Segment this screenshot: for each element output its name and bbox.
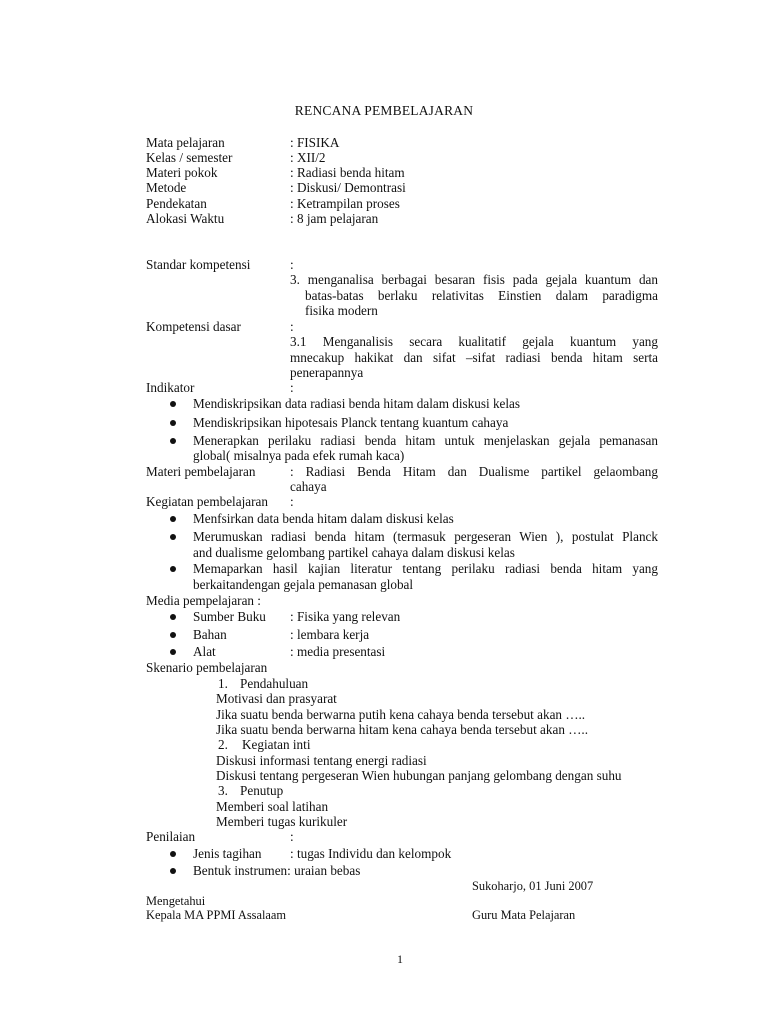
bullet-icon (170, 401, 176, 407)
skenario-line: Diskusi tentang pergeseran Wien hubungan panjang gelombang dengan suhu (216, 768, 622, 783)
skenario-section-heading: Pendahuluan (240, 676, 309, 691)
info-value: : FISIKA (290, 135, 340, 150)
media-item-value: : media presentasi (290, 644, 386, 659)
bullet-icon (170, 438, 176, 444)
bullet-icon (170, 868, 176, 874)
skenario-section-heading: Kegiatan inti (242, 737, 311, 752)
kegiatan-item: Memaparkan hasil kajian literatur tentang perilaku radiasi benda hitam yang (193, 561, 658, 576)
kompetensi-dasar-label: Kompetensi dasar (146, 319, 241, 334)
info-value: : Radiasi benda hitam (290, 165, 405, 180)
media-item-value: : Fisika yang relevan (290, 609, 401, 624)
skenario-line: Jika suatu benda berwarna putih kena cahaya benda tersebut akan ….. (216, 707, 586, 722)
materi-pembelajaran-label: Materi pembelajaran (146, 464, 256, 479)
info-label: Metode (146, 180, 187, 195)
indikator-colon: : (290, 380, 294, 395)
penilaian-colon: : (290, 829, 294, 844)
info-label: Materi pokok (146, 165, 218, 180)
bullet-icon (170, 566, 176, 572)
kompetensi-dasar-colon: : (290, 319, 294, 334)
standar-kompetensi-line: batas-batas berlaku relativitas Einstien dalam paradigma (305, 288, 658, 303)
bullet-icon (170, 420, 176, 426)
bullet-icon (170, 534, 176, 540)
skenario-section-number: 3. (218, 783, 228, 798)
materi-pembelajaran-line: : Radiasi Benda Hitam dan Dualisme partikel gelaombang (290, 464, 658, 479)
kegiatan-item: Merumuskan radiasi benda hitam (termasuk pergeseran Wien ), postulat Planck (193, 529, 658, 544)
kegiatan-item-cont: berkaitandengan gejala pemanasan global (193, 577, 414, 592)
info-label: Alokasi Waktu (146, 211, 225, 226)
penilaian-item-name: Jenis tagihan (193, 846, 262, 861)
kompetensi-dasar-line: penerapannya (290, 365, 364, 380)
standar-kompetensi-colon: : (290, 257, 294, 272)
media-item-value: : lembara kerja (290, 627, 370, 642)
media-item-name: Sumber Buku (193, 609, 266, 624)
bullet-icon (170, 851, 176, 857)
standar-kompetensi-label: Standar kompetensi (146, 257, 251, 272)
skenario-line: Motivasi dan prasyarat (216, 691, 337, 706)
indikator-item: Mendiskripsikan data radiasi benda hitam dalam diskusi kelas (193, 396, 521, 411)
penilaian-item-name: Bentuk instrumen: uraian bebas (193, 863, 361, 878)
info-value: : Diskusi/ Demontrasi (290, 180, 406, 195)
standar-kompetensi-line: fisika modern (305, 303, 378, 318)
info-value: : XII/2 (290, 150, 326, 165)
kegiatan-item-cont: and dualisme gelombang partikel cahaya dalam diskusi kelas (193, 545, 515, 560)
skenario-line: Memberi soal latihan (216, 799, 329, 814)
guru-title: Guru Mata Pelajaran (472, 908, 576, 922)
indikator-item-cont: global( misalnya pada efek rumah kaca) (193, 448, 405, 463)
kegiatan-pembelajaran-colon: : (290, 494, 294, 509)
kompetensi-dasar-line: mnecakup hakikat dan sifat –sifat radiasi benda hitam serta (290, 350, 658, 365)
indikator-item: Menerapkan perilaku radiasi benda hitam untuk menjelaskan gejala pemanasan (193, 433, 658, 448)
media-item-name: Alat (193, 644, 216, 659)
indikator-label: Indikator (146, 380, 195, 395)
mengetahui-label: Mengetahui (146, 894, 206, 908)
skenario-line: Diskusi informasi tentang energi radiasi (216, 753, 427, 768)
place-date: Sukoharjo, 01 Juni 2007 (472, 879, 594, 893)
page-title: RENCANA PEMBELAJARAN (294, 103, 474, 118)
skenario-section-heading: Penutup (240, 783, 284, 798)
materi-pembelajaran-line: cahaya (290, 479, 327, 494)
page-number: 1 (397, 952, 403, 966)
indikator-item: Mendiskripsikan hipotesais Planck tentang kuantum cahaya (193, 415, 509, 430)
info-label: Mata pelajaran (146, 135, 225, 150)
skenario-line: Jika suatu benda berwarna hitam kena cahaya benda tersebut akan ….. (216, 722, 589, 737)
skenario-pembelajaran-label: Skenario pembelajaran (146, 660, 268, 675)
media-pembelajaran-label: Media pempelajaran : (146, 593, 261, 608)
info-value: : 8 jam pelajaran (290, 211, 379, 226)
media-item-name: Bahan (193, 627, 227, 642)
penilaian-item-value: : tugas Individu dan kelompok (290, 846, 452, 861)
info-value: : Ketrampilan proses (290, 196, 400, 211)
kepala-title: Kepala MA PPMI Assalaam (146, 908, 287, 922)
penilaian-label: Penilaian (146, 829, 196, 844)
standar-kompetensi-line: 3. menganalisa berbagai besaran fisis pada gejala kuantum dan (290, 272, 658, 287)
info-label: Pendekatan (146, 196, 207, 211)
bullet-icon (170, 649, 176, 655)
bullet-icon (170, 516, 176, 522)
skenario-line: Memberi tugas kurikuler (216, 814, 348, 829)
skenario-section-number: 1. (218, 676, 228, 691)
info-label: Kelas / semester (146, 150, 233, 165)
skenario-section-number: 2. (218, 737, 228, 752)
kegiatan-item: Menfsirkan data benda hitam dalam diskusi kelas (193, 511, 454, 526)
kegiatan-pembelajaran-label: Kegiatan pembelajaran (146, 494, 268, 509)
bullet-icon (170, 614, 176, 620)
kompetensi-dasar-line: 3.1 Menganalisis secara kualitatif gejala kuantum yang (290, 334, 658, 349)
bullet-icon (170, 632, 176, 638)
